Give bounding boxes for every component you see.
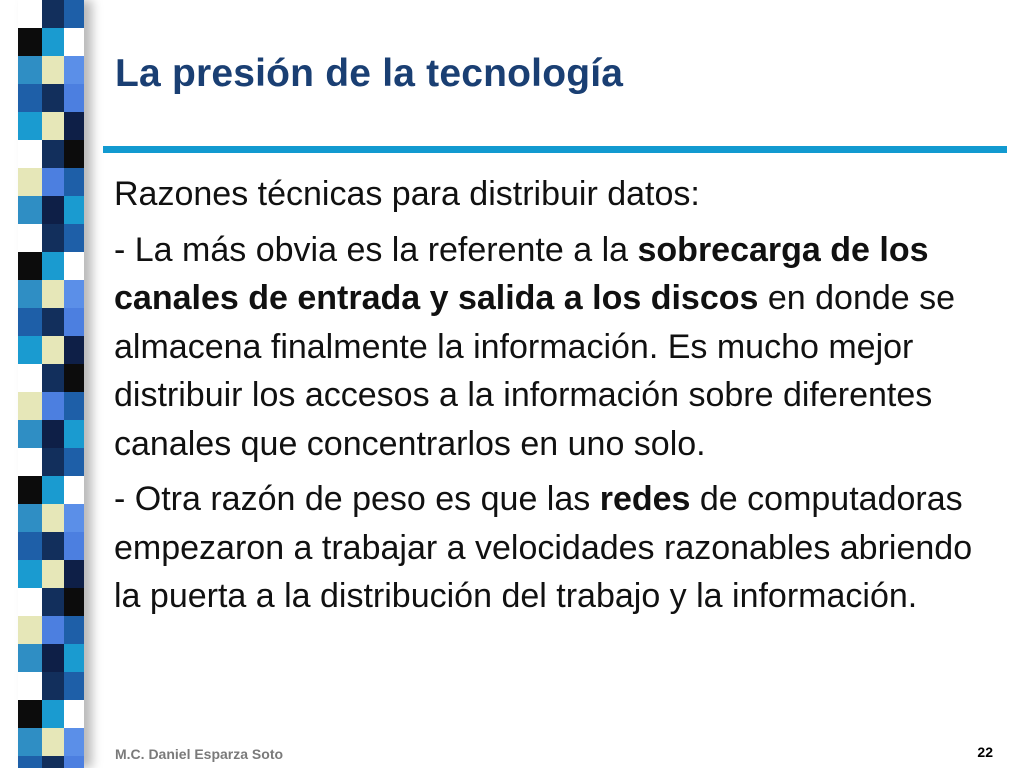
decorative-stripe — [18, 28, 42, 56]
decorative-stripe — [64, 728, 84, 756]
decorative-stripe — [64, 616, 84, 644]
decorative-stripe — [42, 252, 64, 280]
footer-author: M.C. Daniel Esparza Soto — [115, 746, 284, 762]
decorative-stripe — [18, 756, 42, 768]
decorative-stripe — [42, 420, 64, 448]
decorative-striped-bar — [18, 0, 84, 768]
body-paragraph-1 — [114, 226, 994, 469]
decorative-stripe — [42, 588, 64, 616]
decorative-stripe — [18, 252, 42, 280]
decorative-stripe — [42, 168, 64, 196]
decorative-stripe — [18, 168, 42, 196]
decorative-stripe — [18, 84, 42, 112]
decorative-stripe — [42, 112, 64, 140]
decorative-stripe — [64, 672, 84, 700]
decorative-stripe — [18, 504, 42, 532]
decorative-stripe — [42, 0, 64, 28]
decorative-stripe — [42, 364, 64, 392]
decorative-stripe — [64, 84, 84, 112]
decorative-stripe — [42, 196, 64, 224]
decorative-stripe — [18, 196, 42, 224]
decorative-stripe — [18, 672, 42, 700]
title-divider — [103, 146, 1007, 153]
page-number: 22 — [977, 744, 993, 760]
decorative-stripe — [64, 756, 84, 768]
decorative-stripe — [18, 56, 42, 84]
decorative-stripe — [42, 476, 64, 504]
decorative-stripe — [18, 224, 42, 252]
decorative-stripe — [18, 420, 42, 448]
slide-title: La presión de la tecnología — [115, 52, 624, 95]
decorative-stripe — [64, 308, 84, 336]
decorative-stripe — [64, 112, 84, 140]
paragraph-2-text-a: - Otra razón de peso es que las — [114, 480, 600, 518]
decorative-stripe — [42, 280, 64, 308]
decorative-stripe — [64, 56, 84, 84]
paragraph-1-text-b: en donde se almacena finalmente la información. Es mucho mejor distribuir los accesos a la información sobre diferentes canales que concentrarlos en uno solo. — [114, 279, 956, 463]
decorative-stripe — [42, 644, 64, 672]
decorative-stripe — [64, 28, 84, 56]
decorative-stripe — [64, 448, 84, 476]
decorative-stripe — [18, 616, 42, 644]
decorative-stripe — [64, 476, 84, 504]
slide-body — [114, 170, 994, 621]
decorative-stripe — [64, 420, 84, 448]
decorative-stripe — [42, 140, 64, 168]
body-paragraph-2 — [114, 475, 994, 621]
decorative-stripe — [64, 392, 84, 420]
decorative-stripe — [64, 532, 84, 560]
decorative-stripe — [64, 644, 84, 672]
decorative-stripe — [42, 392, 64, 420]
decorative-stripe — [42, 728, 64, 756]
decorative-stripe — [64, 224, 84, 252]
decorative-stripe — [64, 336, 84, 364]
decorative-stripe — [42, 560, 64, 588]
decorative-stripe — [18, 448, 42, 476]
paragraph-1-bold: sobrecarga de los canales de entrada y salida a los discos — [114, 230, 929, 317]
decorative-stripe — [18, 140, 42, 168]
decorative-stripe — [18, 280, 42, 308]
paragraph-1-text-a: - La más obvia es la referente a la — [114, 230, 638, 269]
decorative-stripe — [18, 364, 42, 392]
decorative-stripe — [64, 560, 84, 588]
paragraph-2-text-b: de computadoras empezaron a trabajar a velocidades razonables abriendo la puerta a la distribución del trabajo y la información. — [114, 480, 973, 615]
decorative-stripe — [42, 308, 64, 336]
decorative-stripe — [64, 700, 84, 728]
decorative-stripe — [18, 532, 42, 560]
decorative-stripe — [42, 448, 64, 476]
decorative-stripe — [42, 532, 64, 560]
decorative-stripe — [18, 112, 42, 140]
decorative-stripe — [42, 224, 64, 252]
decorative-stripe — [64, 252, 84, 280]
decorative-stripe — [18, 308, 42, 336]
decorative-stripe — [64, 196, 84, 224]
decorative-stripe — [18, 476, 42, 504]
decorative-stripe — [18, 728, 42, 756]
decorative-stripe — [18, 700, 42, 728]
decorative-stripe — [42, 336, 64, 364]
decorative-stripe — [64, 0, 84, 28]
decorative-stripe — [18, 0, 42, 28]
decorative-stripe — [64, 588, 84, 616]
decorative-stripe — [42, 84, 64, 112]
decorative-stripe — [64, 140, 84, 168]
decorative-stripe — [42, 756, 64, 768]
decorative-stripe — [18, 392, 42, 420]
decorative-stripe — [64, 280, 84, 308]
decorative-stripe — [64, 168, 84, 196]
decorative-stripe — [42, 672, 64, 700]
decorative-stripe — [42, 616, 64, 644]
decorative-stripe — [18, 644, 42, 672]
decorative-stripe — [18, 336, 42, 364]
decorative-stripe — [42, 56, 64, 84]
decorative-stripe — [18, 560, 42, 588]
decorative-stripe — [18, 588, 42, 616]
decorative-stripe — [42, 700, 64, 728]
decorative-stripe — [64, 504, 84, 532]
paragraph-2-bold: redes — [599, 480, 691, 518]
decorative-stripe — [64, 364, 84, 392]
decorative-stripe — [42, 504, 64, 532]
body-intro: Razones técnicas para distribuir datos: — [114, 175, 700, 213]
decorative-stripe — [42, 28, 64, 56]
